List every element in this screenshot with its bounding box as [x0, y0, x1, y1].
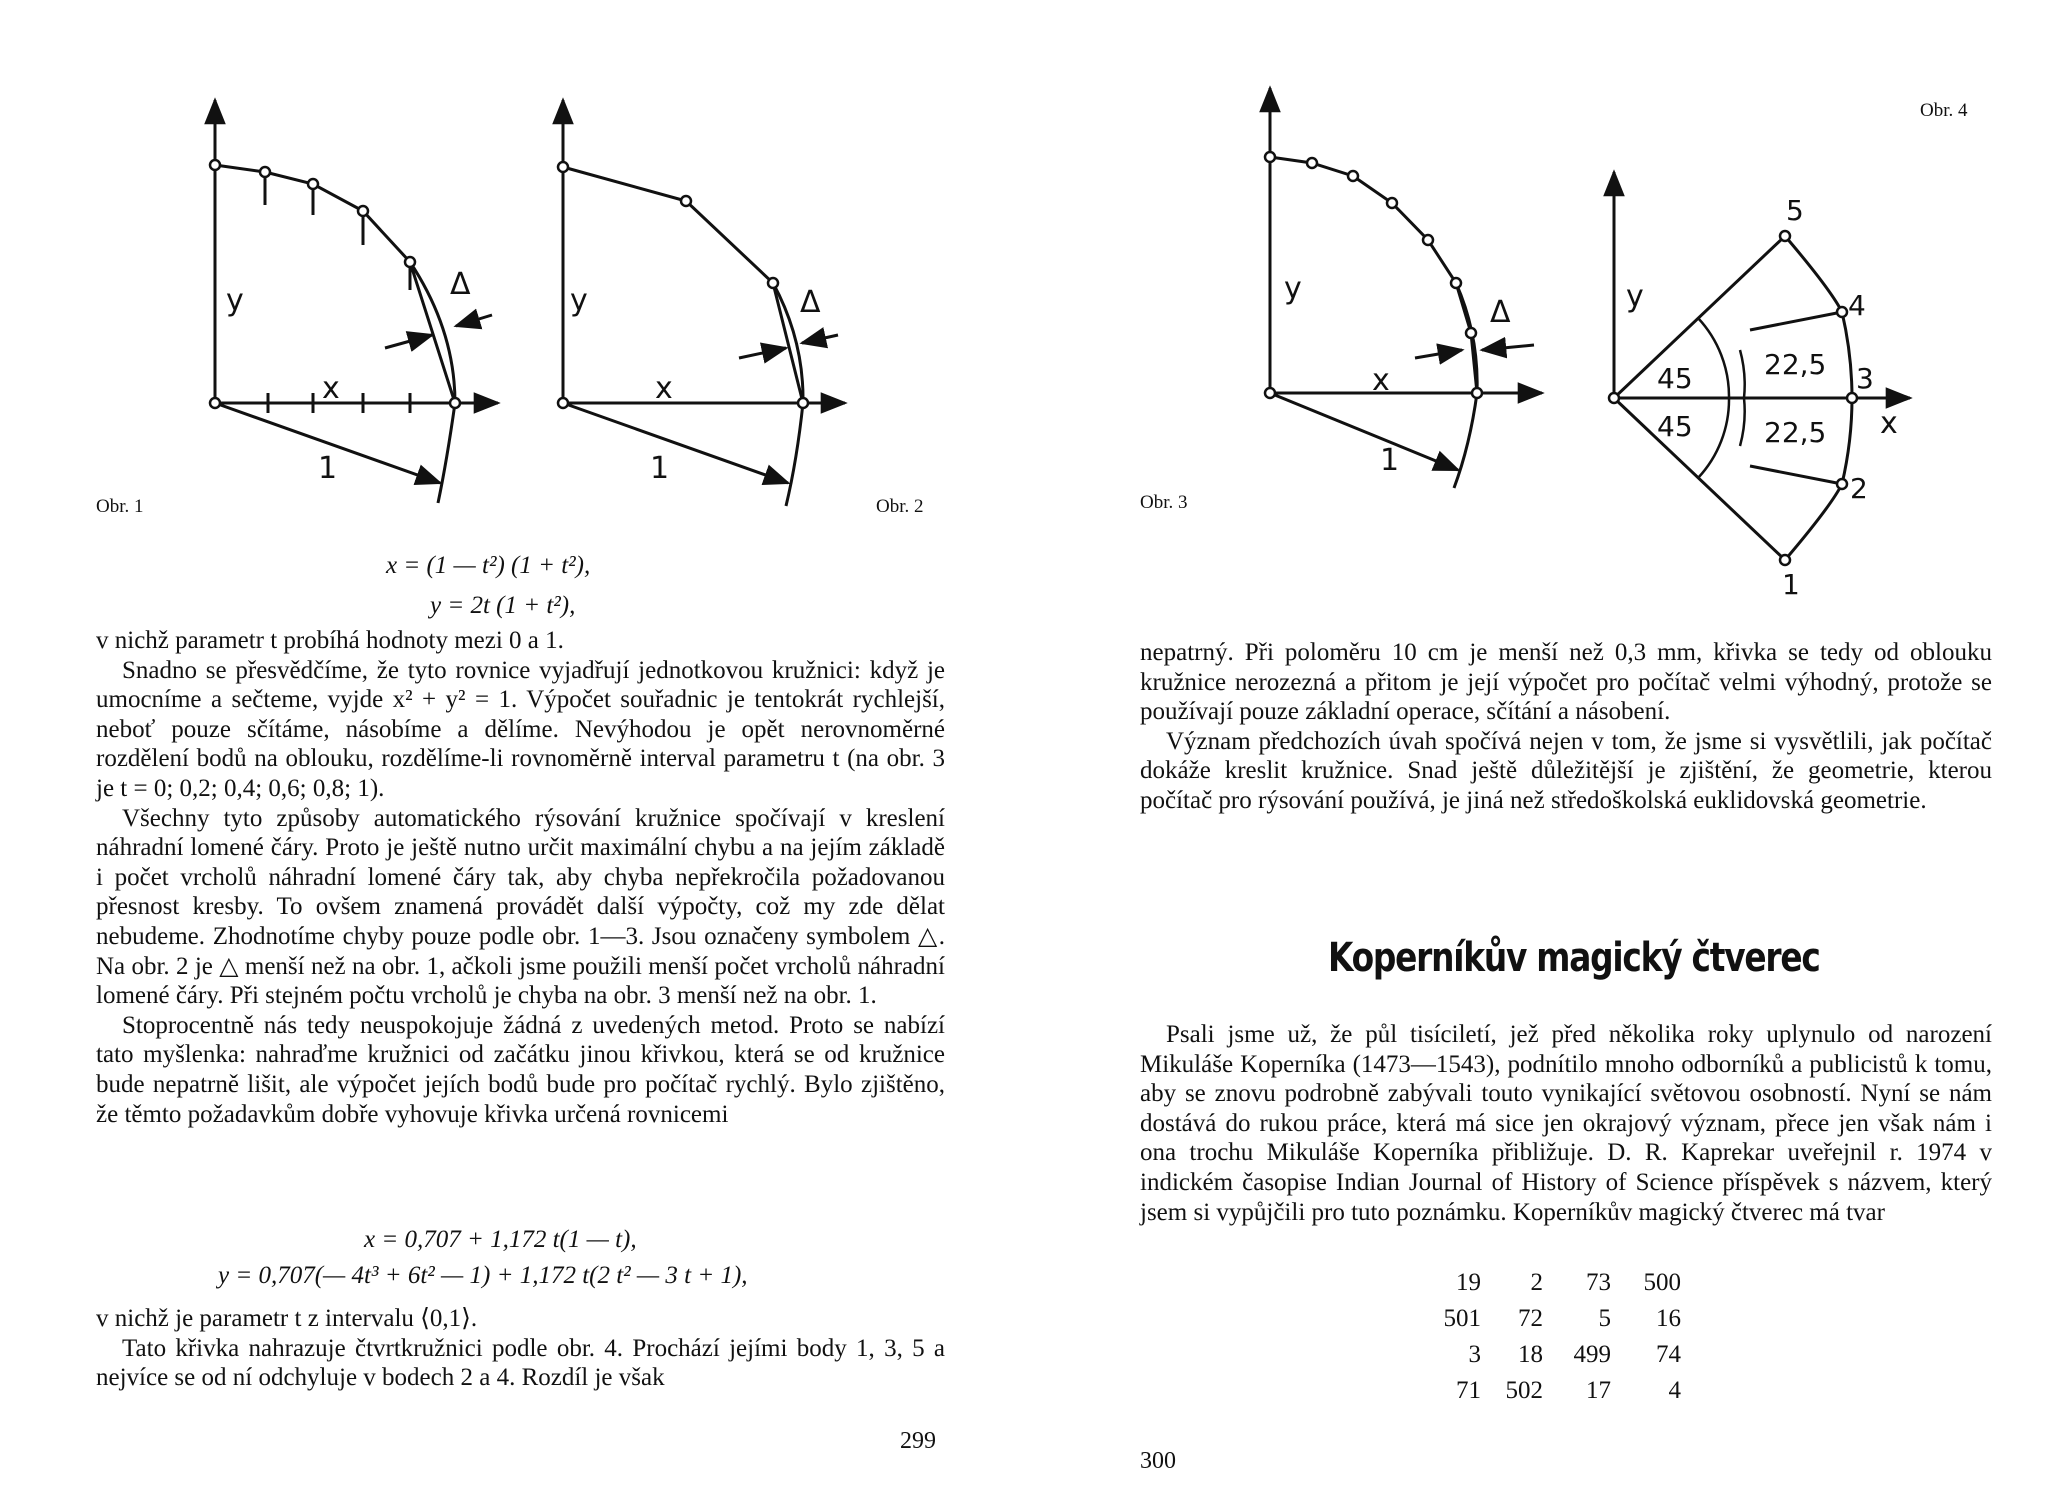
section-heading: Koperníkův magický čtverec — [1328, 935, 1820, 981]
fig3-label-r: 1 — [1380, 443, 1400, 478]
table-row — [1421, 1265, 1681, 1301]
fig4-angle-upper-22-5: 22,5 — [1764, 348, 1827, 381]
fig4-caption: Obr. 4 — [1920, 100, 1968, 121]
left-text-block-a — [96, 626, 945, 1129]
fig4-point-4: 4 — [1848, 289, 1866, 322]
table-cell: 73 — [1586, 1269, 1611, 1296]
fig4-angle-upper-45: 45 — [1657, 362, 1693, 395]
paragraph: Psali jsme už, že půl tisíciletí, jež před několika roky uplynulo od narození Mikuláše Koperníka (1473—1543), podnítilo mnoho odborníků a publicistů k tomu, aby se znovu podrobně zabývali touto vynikající světovou osobností. Nyní se nám dostává do rukou práce, která má sice jen okrajový význam, přece jen však nám i ona trochu Mikuláše Koperníka přibližuje. D. R. Kaprekar uveřejnil r. 1974 v indickém časopise Indian Journal of History of Science příspěvek s názvem, který jsem si vypůjčili pro tuto poznámku. Koperníkův magický čtverec má tvar — [1140, 1021, 1992, 1226]
fig3-label-x: x — [1372, 363, 1390, 398]
table-cell: 501 — [1443, 1305, 1481, 1332]
paragraph: v nichž je parametr t z intervalu ⟨0,1⟩. — [96, 1305, 478, 1332]
page-number-left: 299 — [900, 1428, 936, 1454]
fig1-label-x: x — [322, 371, 340, 406]
table-cell: 2 — [1530, 1269, 1543, 1296]
magic-square-table — [1421, 1265, 1681, 1409]
fig1-label-r: 1 — [318, 451, 338, 486]
fig4-label-y: y — [1626, 279, 1644, 314]
fig4-label-x: x — [1880, 406, 1898, 441]
equation-y-polynomial: y = 0,707(— 4t³ + 6t² — 1) + 1,172 t(2 t² — 3 t + 1), — [218, 1262, 748, 1289]
fig3-label-y: y — [1284, 271, 1302, 306]
right-page — [1030, 0, 2060, 1500]
paragraph: Význam předchozích úvah spočívá nejen v tom, že jsme si vysvětlili, jak počítač dokáže kreslit kružnice. Snad ještě důležitější je zjištění, že geometrie, kterou počítač pro rýsování používá, je jiná než středoškolská euklidovská geometrie. — [1140, 727, 1992, 814]
fig4-point-3: 3 — [1856, 362, 1874, 395]
table-row — [1421, 1301, 1681, 1337]
left-text-block-b — [96, 1304, 945, 1393]
table-cell: 5 — [1598, 1305, 1611, 1332]
fig1-caption: Obr. 1 — [96, 496, 144, 517]
fig4-point-5: 5 — [1786, 194, 1804, 227]
fig4-angle-lower-45: 45 — [1657, 410, 1693, 443]
table-cell: 16 — [1656, 1305, 1681, 1332]
figures-1-2 — [0, 0, 1030, 520]
paragraph: v nichž parametr t probíhá hodnoty mezi 0 a 1. — [96, 627, 564, 654]
table-cell: 499 — [1573, 1341, 1611, 1368]
table-cell: 502 — [1505, 1377, 1543, 1404]
paragraph: Všechny tyto způsoby automatického rýsování kružnice spočívají v kreslení náhradní lomené čáry. Proto je ještě nutno určit maximální chybu a na jejím základě i počet vrcholů náhradní lomené čáry tak, aby chyba nepřekročila požadovanou přesnost kresby. To ovšem znamená provádět další výpočty, což my zde dělat nebudeme. Zhodnotíme chyby pouze podle obr. 1—3. Jsou označeny symbolem △. Na obr. 2 je △ menší než na obr. 1, ačkoli jsme použili menší počet vrcholů náhradní lomené čáry. Při stejném počtu vrcholů je chyba na obr. 3 menší než na obr. 1. — [96, 804, 945, 1010]
fig2-label-y: y — [570, 283, 588, 318]
page-number-right: 300 — [1140, 1448, 1176, 1474]
fig4-point-1: 1 — [1782, 568, 1800, 600]
table-cell: 4 — [1668, 1377, 1681, 1404]
table-cell: 500 — [1643, 1269, 1681, 1296]
fig2-label-delta: Δ — [800, 285, 821, 320]
table-cell: 71 — [1456, 1377, 1481, 1404]
fig4-point-2: 2 — [1850, 472, 1868, 505]
figure-3-diagram — [1265, 88, 1542, 488]
fig3-caption: Obr. 3 — [1140, 492, 1188, 513]
fig2-label-r: 1 — [650, 451, 670, 486]
table-row — [1421, 1373, 1681, 1409]
table-row — [1421, 1337, 1681, 1373]
fig2-caption: Obr. 2 — [876, 496, 924, 517]
fig1-label-delta: Δ — [450, 267, 471, 302]
table-cell: 3 — [1468, 1341, 1481, 1368]
paragraph: Tato křivka nahrazuje čtvrtkružnici podle obr. 4. Prochází jejími body 1, 3, 5 a nejvíce se od ní odchyluje v bodech 2 a 4. Rozdíl je však — [96, 1334, 945, 1392]
table-cell: 17 — [1586, 1377, 1611, 1404]
paragraph: Stoprocentně nás tedy neuspokojuje žádná z uvedených metod. Proto se nabízí tato myšlenka: nahraďme kružnici od začátku jinou křivkou, která se od kružnice bude nepatrně lišit, ale výpočet jejích bodů bude pro počítač rychlý. Bylo zjištěno, že těmto požadavkům dobře vyhovuje křivka určená rovnicemi — [96, 1011, 945, 1128]
fig1-label-y: y — [226, 283, 244, 318]
table-cell: 74 — [1656, 1341, 1681, 1368]
table-cell: 18 — [1518, 1341, 1543, 1368]
paragraph: Snadno se přesvědčíme, že tyto rovnice vyjadřují jednotkovou kružnici: když je umocníme a sečteme, vyjde x² + y² = 1. Výpočet souřadnic je tentokrát rychlejší, neboť pouze sčítáme, násobíme a dělíme. Nevýhodou je opět nerovnoměrné rozdělení bodů na oblouku, rozdělíme-li rovnoměrně interval parametru t (na obr. 3 je t = 0; 0,2; 0,4; 0,6; 0,8; 1). — [96, 656, 945, 802]
fig3-label-delta: Δ — [1490, 295, 1511, 330]
equation-y-rational: y = 2t (1 + t²), — [430, 592, 576, 619]
right-text-block-b — [1140, 1020, 1992, 1227]
paragraph: nepatrný. Při poloměru 10 cm je menší než 0,3 mm, křivka se tedy od oblouku kružnice nerozezná a přitom je její výpočet pro počítač velmi výhodný, protože se používají pouze základní operace, sčítání a násobení. — [1140, 639, 1992, 726]
fig2-label-x: x — [655, 371, 673, 406]
equation-x-rational: x = (1 — t²) (1 + t²), — [386, 552, 591, 579]
equation-x-polynomial: x = 0,707 + 1,172 t(1 — t), — [364, 1226, 637, 1253]
fig4-angle-lower-22-5: 22,5 — [1764, 416, 1827, 449]
table-cell: 19 — [1456, 1269, 1481, 1296]
table-cell: 72 — [1518, 1305, 1543, 1332]
right-text-block-a — [1140, 638, 1992, 816]
